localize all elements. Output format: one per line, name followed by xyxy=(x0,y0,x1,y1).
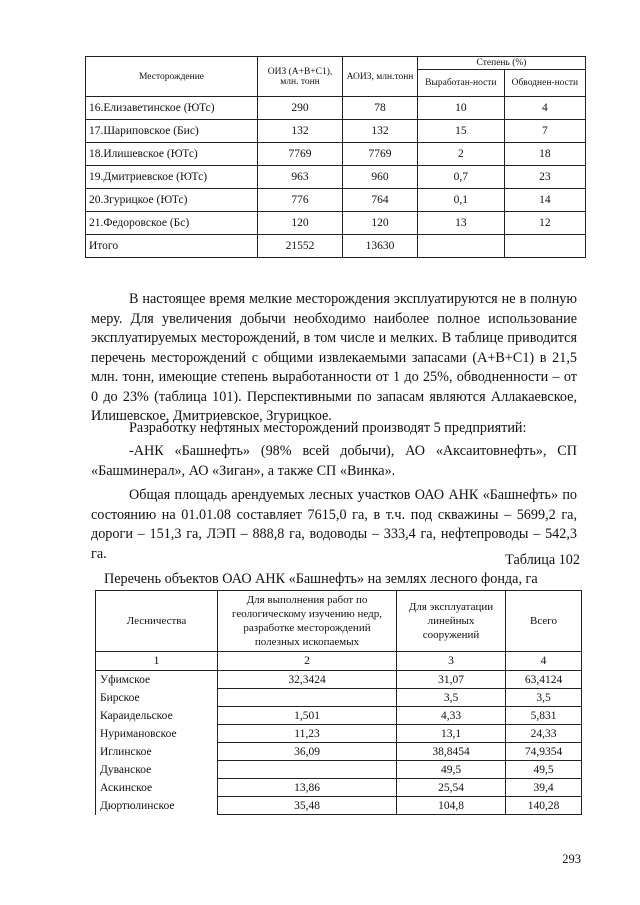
depletion-cell xyxy=(418,235,505,258)
watercut-cell: 23 xyxy=(504,166,585,189)
linear-cell: 3,5 xyxy=(397,689,506,707)
index-cell: 1 xyxy=(96,652,218,671)
watercut-cell: 18 xyxy=(504,143,585,166)
field-name-cell: 16.Елизаветинское (ЮТс) xyxy=(86,97,258,120)
table-row xyxy=(86,166,586,189)
forestry-name-cell: Нуримановское xyxy=(96,725,218,743)
linear-cell: 38,8454 xyxy=(397,743,506,761)
table-row xyxy=(96,689,582,707)
depletion-cell: 13 xyxy=(418,212,505,235)
depletion-cell: 2 xyxy=(418,143,505,166)
table-row xyxy=(96,743,582,761)
table-title: Перечень объектов ОАО АНК «Башнефть» на землях лесного фонда, га xyxy=(104,571,538,587)
table-row xyxy=(96,797,582,815)
linear-cell: 4,33 xyxy=(397,707,506,725)
table-row xyxy=(86,120,586,143)
table-row xyxy=(86,189,586,212)
total-cell: 39,4 xyxy=(506,779,582,797)
watercut-cell: 7 xyxy=(504,120,585,143)
field-name-cell: Итого xyxy=(86,235,258,258)
oiz-cell: 7769 xyxy=(258,143,343,166)
field-name-cell: 19.Дмитриевское (ЮТс) xyxy=(86,166,258,189)
aoiz-cell: 13630 xyxy=(343,235,418,258)
forestry-name-cell: Бирское xyxy=(96,689,218,707)
total-cell: 24,33 xyxy=(506,725,582,743)
watercut-cell xyxy=(504,235,585,258)
index-cell: 2 xyxy=(218,652,397,671)
depletion-cell: 0,1 xyxy=(418,189,505,212)
paragraph-enterprises: Разработку нефтяных месторождений производят 5 предприятий: xyxy=(129,420,527,436)
index-cell: 3 xyxy=(397,652,506,671)
linear-cell: 25,54 xyxy=(397,779,506,797)
total-cell: 5,831 xyxy=(506,707,582,725)
table-row xyxy=(96,725,582,743)
exploration-cell: 11,23 xyxy=(218,725,397,743)
aoiz-cell: 764 xyxy=(343,189,418,212)
depletion-header: Выработан-ности xyxy=(418,70,505,97)
watercut-cell: 4 xyxy=(504,97,585,120)
total-cell: 49,5 xyxy=(506,761,582,779)
total-cell: 140,28 xyxy=(506,797,582,815)
table-row xyxy=(86,143,586,166)
field-name-cell: 21.Федоровское (Бс) xyxy=(86,212,258,235)
field-name-cell: 18.Илишевское (ЮТс) xyxy=(86,143,258,166)
exploration-cell: 35,48 xyxy=(218,797,397,815)
paragraph-small-fields: В настоящее время мелкие месторождения эксплуатируются не в полную меру. Для увеличения добычи необходимо наиболее полное использование эксплуатируемых месторождений, в том числе и мелких. В таблице приводится перечень месторождений с общими извлекаемыми запасами (А+В+С1) в 21,5 млн. тонн, имеющие степень выработанности от 1 до 25%, обводненности – от 0 до 23% (таблица 101). Перспективными по запасам являются Аллакаевское, Илишевское, Дмитриевское, Згурицкое. xyxy=(91,291,577,424)
exploration-cell: 13,86 xyxy=(218,779,397,797)
watercut-cell: 12 xyxy=(504,212,585,235)
total-cell: 63,4124 xyxy=(506,671,582,689)
field-name-cell: 20.Згурицкое (ЮТс) xyxy=(86,189,258,212)
oiz-cell: 776 xyxy=(258,189,343,212)
oiz-cell: 21552 xyxy=(258,235,343,258)
total-cell: 74,9354 xyxy=(506,743,582,761)
oiz-header: ОИЗ (А+В+С1), млн. тонн xyxy=(258,57,343,97)
exploration-cell: 1,501 xyxy=(218,707,397,725)
oiz-cell: 132 xyxy=(258,120,343,143)
watercut-cell: 14 xyxy=(504,189,585,212)
forestry-header: Лесничества xyxy=(96,591,218,652)
depletion-cell: 10 xyxy=(418,97,505,120)
paragraph-enterprise-list: -АНК «Башнефть» (98% всей добычи), АО «Аксаитовнефть», СП «Башминерал», АО «Зиган», а также СП «Винка». xyxy=(91,443,577,479)
index-cell: 4 xyxy=(506,652,582,671)
exploration-cell xyxy=(218,761,397,779)
table-caption: Таблица 102 xyxy=(505,552,580,568)
aoiz-cell: 960 xyxy=(343,166,418,189)
aoiz-cell: 78 xyxy=(343,97,418,120)
table-row xyxy=(96,671,582,689)
exploration-header: Для выполнения работ по геологическому изучению недр, разработке месторождений полезных ископаемых xyxy=(218,591,397,652)
table-row xyxy=(96,761,582,779)
watercut-header: Обводнен-ности xyxy=(504,70,585,97)
fields-table xyxy=(85,56,586,258)
forestry-name-cell: Уфимское xyxy=(96,671,218,689)
table-row xyxy=(86,212,586,235)
forestry-name-cell: Караидельское xyxy=(96,707,218,725)
exploration-cell xyxy=(218,689,397,707)
table-row xyxy=(96,779,582,797)
depletion-cell: 15 xyxy=(418,120,505,143)
forestry-table xyxy=(95,590,582,815)
field-name-cell: 17.Шариповское (Бис) xyxy=(86,120,258,143)
page-number: 293 xyxy=(562,852,581,866)
forestry-name-cell: Дюртюлинское xyxy=(96,797,218,815)
paragraph-leased-area: Общая площадь арендуемых лесных участков ОАО АНК «Башнефть» по состоянию на 01.01.08 составляет 7615,0 га, в т.ч. под скважины – 5699,2 га, дороги – 151,3 га, ЛЭП – 888,8 га, водоводы – 333,4 га, нефтепроводы – 542,3 га. xyxy=(91,487,577,562)
aoiz-cell: 132 xyxy=(343,120,418,143)
forestry-name-cell: Дуванское xyxy=(96,761,218,779)
forestry-name-cell: Иглинское xyxy=(96,743,218,761)
aoiz-cell: 120 xyxy=(343,212,418,235)
oiz-cell: 963 xyxy=(258,166,343,189)
exploration-cell: 32,3424 xyxy=(218,671,397,689)
aoiz-header: АОИЗ, млн.тонн xyxy=(343,57,418,97)
linear-cell: 31,07 xyxy=(397,671,506,689)
aoiz-cell: 7769 xyxy=(343,143,418,166)
table-row xyxy=(96,707,582,725)
table-row xyxy=(86,235,586,258)
table-row xyxy=(86,97,586,120)
oiz-cell: 120 xyxy=(258,212,343,235)
exploration-cell: 36,09 xyxy=(218,743,397,761)
linear-cell: 49,5 xyxy=(397,761,506,779)
total-header: Всего xyxy=(506,591,582,652)
oiz-cell: 290 xyxy=(258,97,343,120)
linear-cell: 13,1 xyxy=(397,725,506,743)
linear-header: Для эксплуатации линейных сооружений xyxy=(397,591,506,652)
depletion-cell: 0,7 xyxy=(418,166,505,189)
forestry-name-cell: Аскинское xyxy=(96,779,218,797)
total-cell: 3,5 xyxy=(506,689,582,707)
linear-cell: 104,8 xyxy=(397,797,506,815)
field-header: Месторождение xyxy=(86,57,258,97)
degree-header: Степень (%) xyxy=(418,57,586,70)
